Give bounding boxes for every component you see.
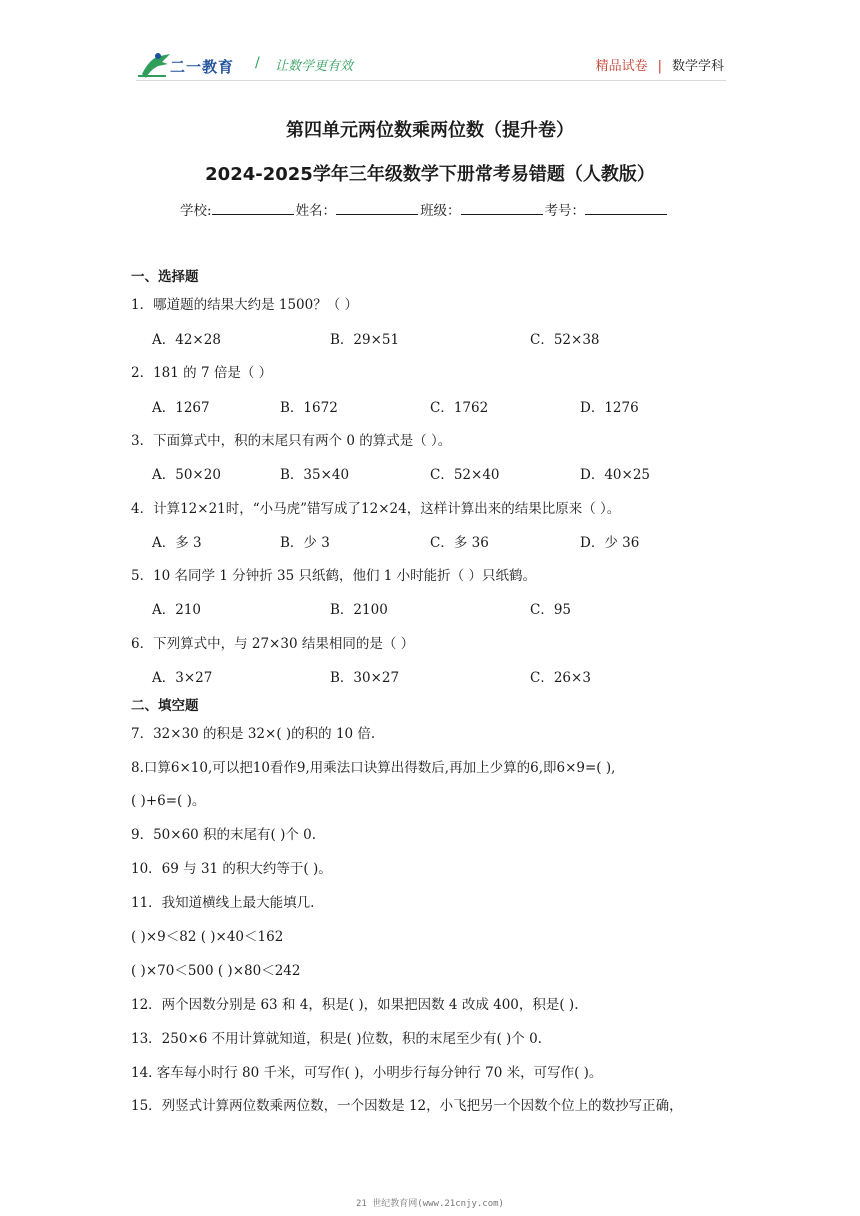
tag-separator: | <box>657 59 662 74</box>
field-name-label: 姓名： <box>295 203 337 219</box>
option-c: C．95 <box>530 602 572 618</box>
option-a: A．42×28 <box>152 332 221 348</box>
field-name-blank[interactable] <box>336 202 418 215</box>
page-header <box>0 0 860 90</box>
option-a: A．3×27 <box>152 670 213 686</box>
field-school-blank[interactable] <box>212 202 294 215</box>
option-c: C．52×40 <box>430 467 500 483</box>
question-14: 14. 客车每小时行 80 千米，可写作( )，小明步行每分钟行 70 米，可写作( )。 <box>131 1065 603 1081</box>
question-4: 4．计算12×21时，“小马虎”错写成了12×24，这样计算出来的结果比原来（ ）。 <box>131 501 621 517</box>
option-b: B．1672 <box>280 400 338 416</box>
question-8-line-2: ( )+6=( )。 <box>131 793 206 809</box>
field-school-label: 学校: <box>180 203 212 219</box>
section-choice-heading: 一、选择题 <box>131 269 199 285</box>
question-6: 6．下列算式中，与 27×30 结果相同的是（ ） <box>131 636 415 652</box>
tag-subject: 数学学科 <box>671 59 724 74</box>
doc-subtitle: 2024-2025学年三年级数学下册常考易错题（人教版） <box>205 164 655 185</box>
tag-premium: 精品试卷 <box>595 59 648 74</box>
option-a: A．210 <box>152 602 202 618</box>
question-11-row-1: ( )×9＜82 ( )×40＜162 <box>131 929 284 945</box>
question-2: 2．181 的 7 倍是（ ） <box>131 365 273 381</box>
field-class-blank[interactable] <box>461 202 543 215</box>
field-class-label: 班级： <box>420 203 461 219</box>
question-7: 7．32×30 的积是 32×( )的积的 10 倍. <box>131 726 376 742</box>
question-1: 1．哪道题的结果大约是 1500？（ ） <box>131 297 359 313</box>
section-fill-heading: 二、填空题 <box>131 698 199 714</box>
option-b: B．35×40 <box>280 467 350 483</box>
option-a: A．50×20 <box>152 467 221 483</box>
question-3: 3．下面算式中，积的末尾只有两个 0 的算式是（ ）。 <box>131 433 452 449</box>
page-footer: 21 世纪教育网(www.21cnjy.com) <box>356 1199 504 1209</box>
question-5: 5．10 名同学 1 分钟折 35 只纸鹤，他们 1 小时能折（ ）只纸鹤。 <box>131 568 536 584</box>
option-c: C．多 36 <box>430 535 489 551</box>
logo-text: 二一教育 <box>170 58 235 76</box>
header-tags <box>596 55 724 74</box>
field-id-blank[interactable] <box>585 202 667 215</box>
student-info-row <box>180 199 669 219</box>
option-d: D．少 36 <box>580 535 640 551</box>
option-c: C．26×3 <box>530 670 591 686</box>
option-a: A．多 3 <box>152 535 202 551</box>
option-d: D．40×25 <box>580 467 650 483</box>
header-slogan: 让数学更有效 <box>275 59 354 74</box>
option-b: B．少 3 <box>280 535 330 551</box>
question-13: 13．250×6 不用计算就知道，积是( )位数，积的末尾至少有( )个 0. <box>131 1031 542 1047</box>
option-b: B．30×27 <box>330 670 400 686</box>
question-8-line-1: 8.口算6×10,可以把10看作9,用乘法口诀算出得数后,再加上少算的6,即6×9=( ), <box>131 760 616 776</box>
question-11-row-2: ( )×70＜500 ( )×80＜242 <box>131 963 301 979</box>
option-b: B．29×51 <box>330 332 400 348</box>
question-9: 9．50×60 积的末尾有( )个 0. <box>131 827 317 843</box>
question-12: 12．两个因数分别是 63 和 4，积是( )，如果把因数 4 改成 400，积是( ). <box>131 997 579 1013</box>
header-slash: / <box>255 55 260 71</box>
option-d: D．1276 <box>580 400 639 416</box>
option-c: C．1762 <box>430 400 489 416</box>
question-15: 15．列竖式计算两位数乘两位数，一个因数是 12，小飞把另一个因数个位上的数抄写正确， <box>131 1098 683 1114</box>
question-11: 11．我知道横线上最大能填几. <box>131 895 315 911</box>
option-c: C．52×38 <box>530 332 600 348</box>
question-10: 10．69 与 31 的积大约等于( )。 <box>131 861 332 877</box>
field-id-label: 考号： <box>544 203 586 219</box>
option-b: B．2100 <box>330 602 388 618</box>
doc-title: 第四单元两位数乘两位数（提升卷） <box>286 120 574 141</box>
header-divider <box>136 80 726 81</box>
option-a: A．1267 <box>152 400 210 416</box>
